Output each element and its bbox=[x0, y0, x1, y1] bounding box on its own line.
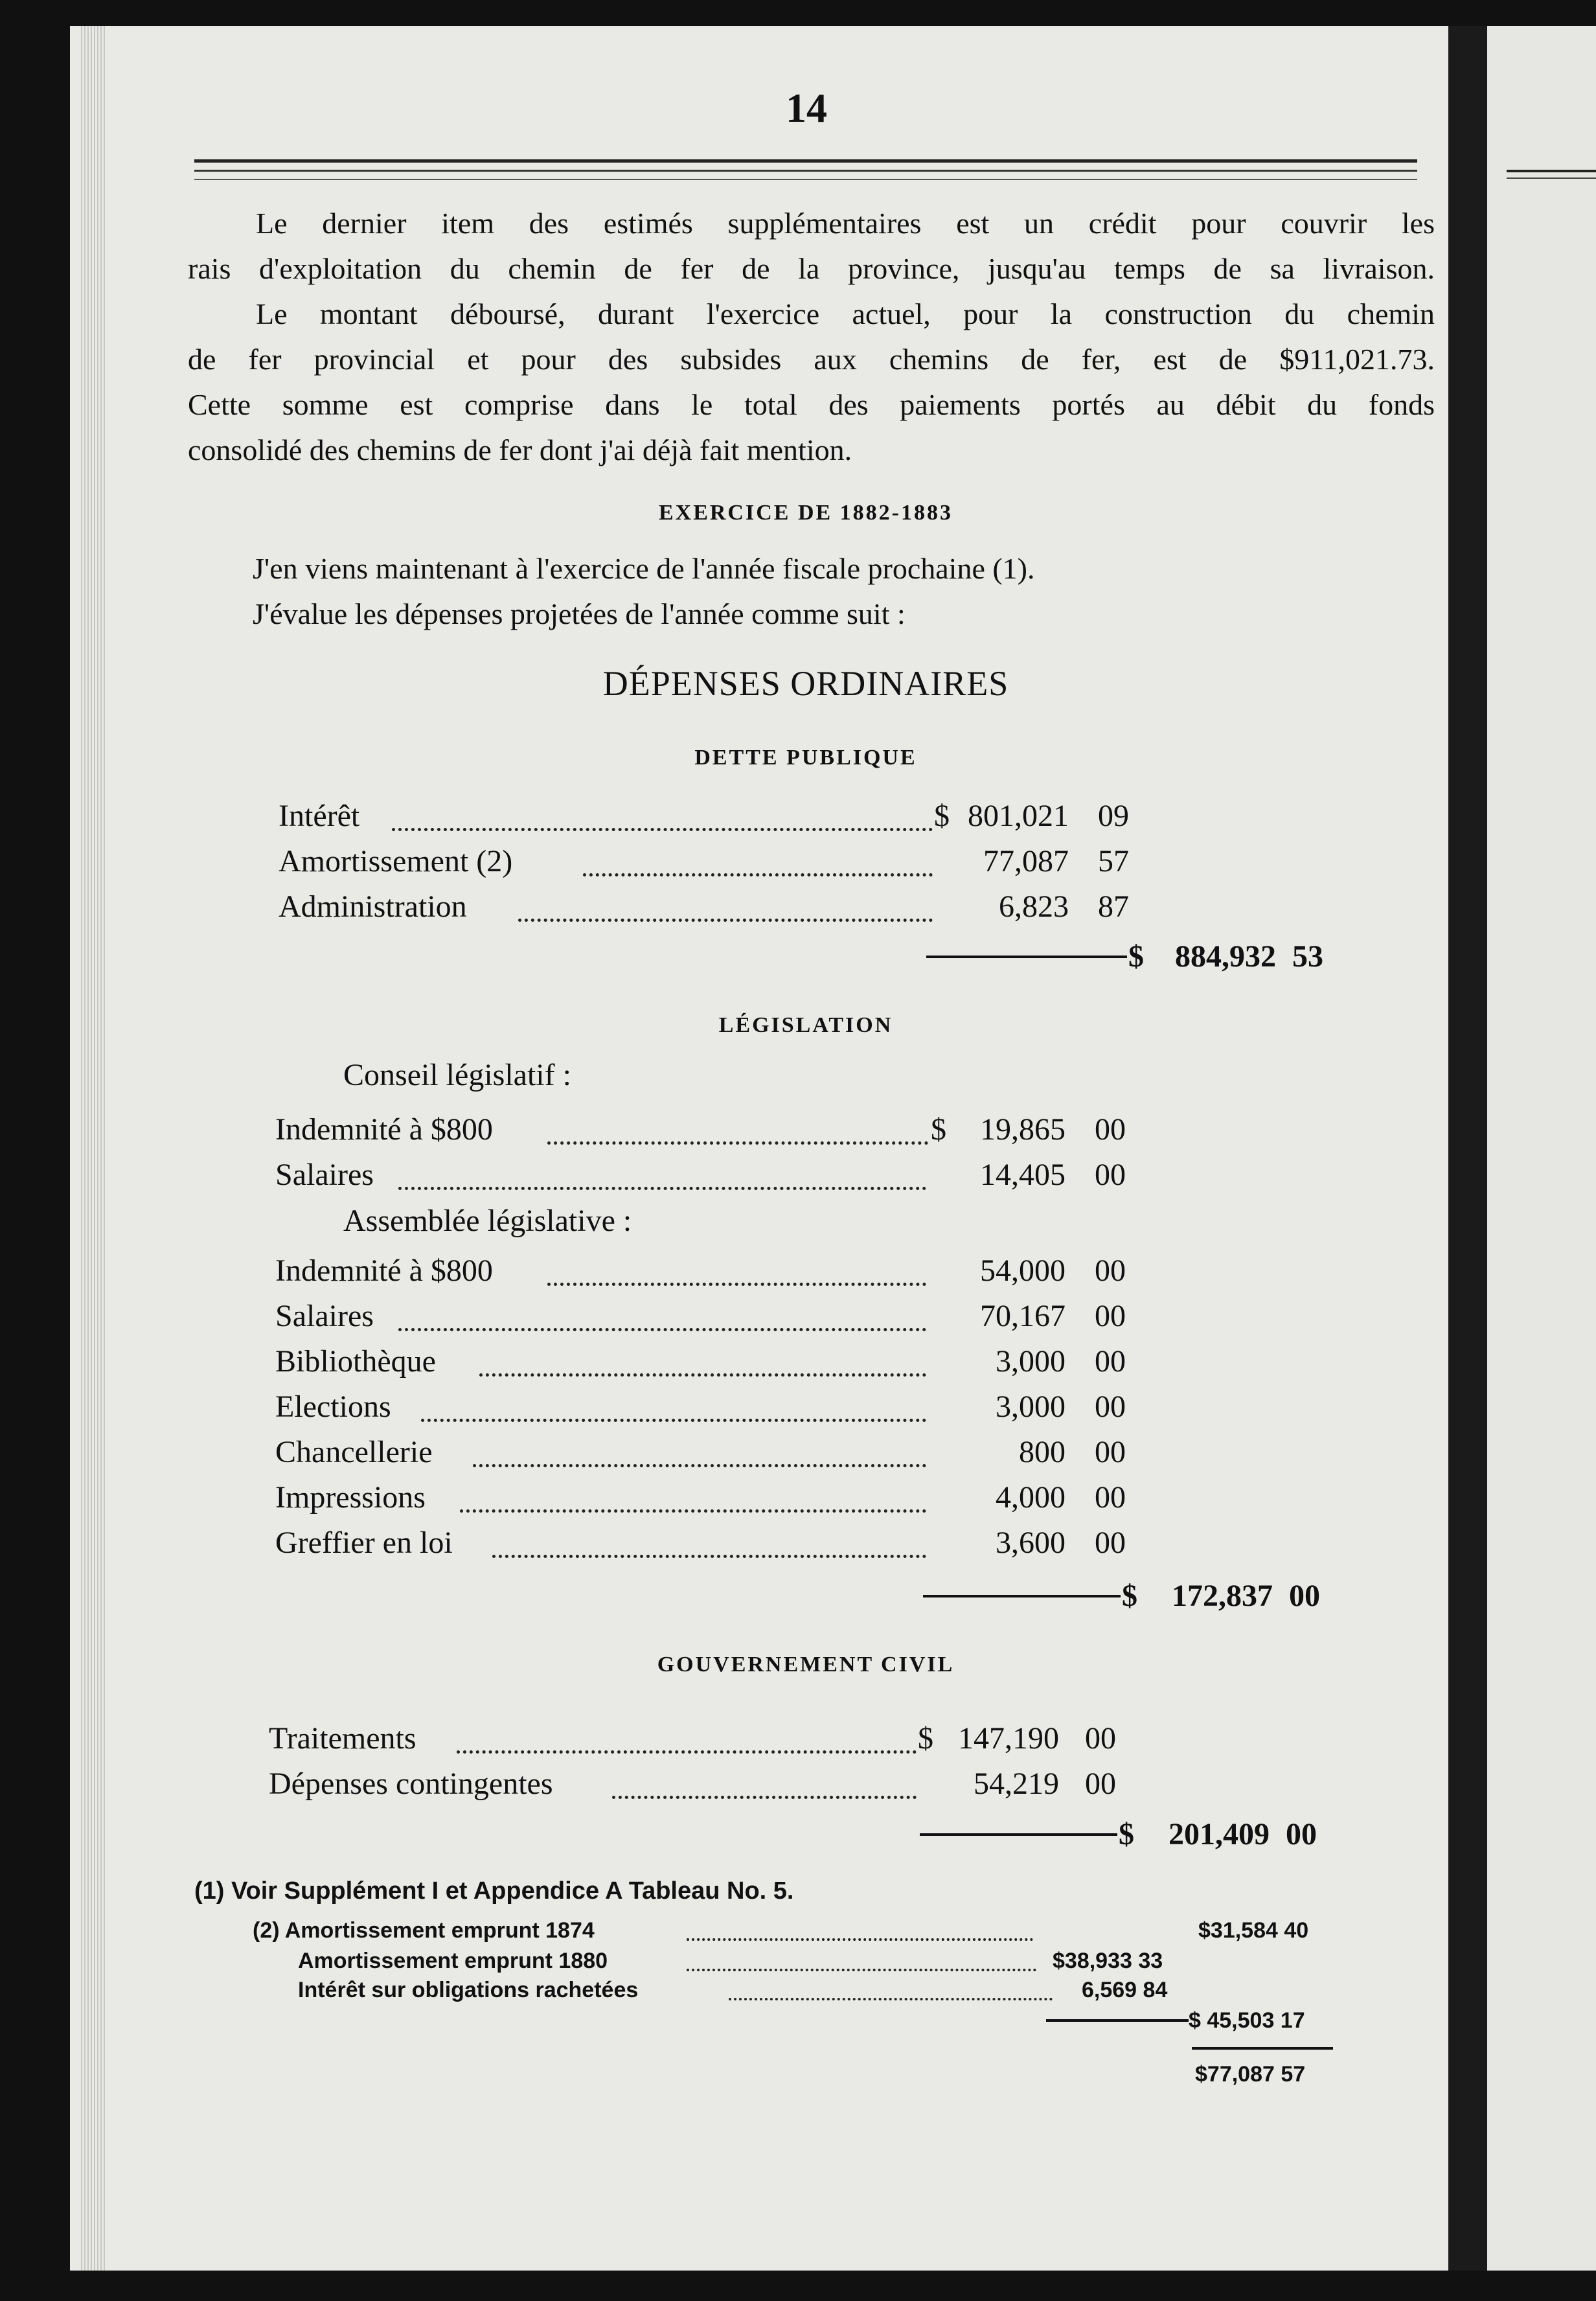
footnote-rule bbox=[1046, 2019, 1189, 2022]
row-cents: 00 bbox=[1095, 1480, 1126, 1515]
dollar-sign: $ bbox=[1128, 939, 1144, 974]
leader-dots bbox=[547, 1250, 926, 1286]
subtotal-row bbox=[926, 936, 1334, 978]
footnote-1: (1) Voir Supplément I et Appendice A Tableau No. 5. bbox=[194, 1877, 794, 1905]
footnote-total-rule bbox=[1192, 2047, 1333, 2050]
subheading-assemblee: Assemblée législative : bbox=[343, 1204, 632, 1238]
row-amount: 4,000 bbox=[996, 1480, 1066, 1515]
row-cents: 00 bbox=[1095, 1344, 1126, 1379]
table-row bbox=[275, 1522, 1143, 1564]
row-amount: 3,000 bbox=[996, 1344, 1066, 1379]
table-row bbox=[279, 841, 1146, 882]
table-row bbox=[279, 796, 1146, 837]
table-row bbox=[269, 1718, 1137, 1759]
facing-page-rule-thin bbox=[1507, 177, 1596, 179]
leader-dots bbox=[518, 886, 933, 922]
total-amount: 201,409 bbox=[1168, 1817, 1270, 1851]
row-label: Dépenses contingentes bbox=[269, 1767, 553, 1801]
leader-dots bbox=[457, 1718, 917, 1754]
row-label: Indemnité à $800 bbox=[275, 1112, 493, 1147]
row-amount: 800 bbox=[1019, 1435, 1066, 1469]
facing-page-edge bbox=[1487, 26, 1596, 2271]
footnote-2-line bbox=[253, 1916, 1334, 1945]
row-cents: 87 bbox=[1098, 889, 1129, 924]
dollar-sign: $ bbox=[934, 799, 950, 833]
row-label: Indemnité à $800 bbox=[275, 1254, 493, 1288]
footnote-total: $77,087 57 bbox=[1195, 2062, 1306, 2087]
leader-dots bbox=[479, 1341, 926, 1377]
subtotal-row bbox=[920, 1814, 1328, 1855]
main-heading: DÉPENSES ORDINAIRES bbox=[602, 664, 1009, 703]
row-label: Bibliothèque bbox=[275, 1344, 436, 1379]
table-row bbox=[275, 1250, 1143, 1292]
section-heading-gouvernement: GOUVERNEMENT CIVIL bbox=[657, 1653, 955, 1677]
leader-dots bbox=[729, 1976, 1053, 2000]
total-cents: 00 bbox=[1286, 1817, 1317, 1851]
leader-dots bbox=[398, 1154, 926, 1190]
total-rule bbox=[926, 956, 1127, 958]
table-row bbox=[275, 1341, 1143, 1382]
table-row bbox=[275, 1109, 1143, 1150]
row-cents: 09 bbox=[1098, 799, 1129, 833]
row-label: Elections bbox=[275, 1390, 391, 1424]
table-row bbox=[275, 1154, 1143, 1196]
row-label: Traitements bbox=[269, 1721, 416, 1756]
footnote-2-line bbox=[298, 1976, 1334, 2004]
row-label: Salaires bbox=[275, 1158, 374, 1192]
row-cents: 00 bbox=[1095, 1390, 1126, 1424]
intro-line: de fer provincial et pour des subsides aux chemins de fer, est de $911,021.73. bbox=[188, 343, 1435, 376]
row-amount: 14,405 bbox=[980, 1158, 1066, 1192]
section-heading-dette: DETTE PUBLIQUE bbox=[694, 746, 917, 770]
row-label: Administration bbox=[279, 889, 467, 924]
exercice-line: J'évalue les dépenses projetées de l'année comme suit : bbox=[253, 597, 906, 630]
row-cents: 00 bbox=[1095, 1526, 1126, 1560]
dollar-sign: $ bbox=[1122, 1579, 1137, 1613]
row-label: Amortissement (2) bbox=[279, 844, 513, 878]
total-amount: 172,837 bbox=[1172, 1579, 1273, 1613]
table-row bbox=[275, 1432, 1143, 1473]
row-label: Greffier en loi bbox=[275, 1526, 453, 1560]
row-label: Salaires bbox=[275, 1299, 374, 1333]
row-label: Chancellerie bbox=[275, 1435, 433, 1469]
footnote-amount: 6,569 84 bbox=[1082, 1978, 1168, 2002]
total-rule bbox=[923, 1595, 1121, 1597]
table-row bbox=[275, 1477, 1143, 1518]
footnote-label: (2) Amortissement emprunt 1874 bbox=[253, 1918, 595, 1943]
exercice-heading: EXERCICE DE 1882-1883 bbox=[658, 501, 953, 525]
row-amount: 19,865 bbox=[980, 1112, 1066, 1147]
row-cents: 00 bbox=[1085, 1767, 1116, 1801]
leader-dots bbox=[392, 796, 933, 831]
table-row bbox=[269, 1763, 1137, 1805]
dollar-sign: $ bbox=[931, 1112, 946, 1147]
row-cents: 57 bbox=[1098, 844, 1129, 878]
row-cents: 00 bbox=[1095, 1158, 1126, 1192]
row-label: Intérêt bbox=[279, 799, 360, 833]
leader-dots bbox=[421, 1386, 926, 1422]
row-amount: 77,087 bbox=[983, 844, 1069, 878]
row-amount: 6,823 bbox=[999, 889, 1069, 924]
intro-line: Cette somme est comprise dans le total des paiements portés au débit du fonds bbox=[188, 388, 1435, 421]
row-label: Impressions bbox=[275, 1480, 426, 1515]
leader-dots bbox=[687, 1916, 1033, 1941]
leader-dots bbox=[398, 1296, 926, 1331]
row-amount: 54,219 bbox=[974, 1767, 1059, 1801]
row-cents: 00 bbox=[1095, 1435, 1126, 1469]
dollar-sign: $ bbox=[918, 1721, 933, 1756]
header-rule-hairline bbox=[194, 179, 1417, 180]
row-amount: 3,000 bbox=[996, 1390, 1066, 1424]
leader-dots bbox=[687, 1947, 1036, 1971]
row-cents: 00 bbox=[1085, 1721, 1116, 1756]
footnote-label: Intérêt sur obligations rachetées bbox=[298, 1978, 639, 2002]
total-cents: 00 bbox=[1289, 1579, 1320, 1613]
total-amount: 884,932 bbox=[1175, 939, 1276, 974]
intro-line: Le dernier item des estimés supplémentaires est un crédit pour couvrir les bbox=[256, 207, 1435, 240]
leader-dots bbox=[547, 1109, 928, 1145]
table-row bbox=[279, 886, 1146, 928]
facing-page-rule bbox=[1507, 170, 1596, 172]
intro-line: consolidé des chemins de fer dont j'ai déjà fait mention. bbox=[188, 433, 852, 466]
intro-line: rais d'exploitation du chemin de fer de la province, jusqu'au temps de sa livraison. bbox=[188, 252, 1435, 285]
footnote-2-line bbox=[298, 1947, 1334, 1975]
table-row bbox=[275, 1386, 1143, 1428]
header-rule bbox=[194, 159, 1417, 163]
row-cents: 00 bbox=[1095, 1299, 1126, 1333]
row-cents: 00 bbox=[1095, 1254, 1126, 1288]
leader-dots bbox=[583, 841, 933, 876]
footnote-amount: $31,584 40 bbox=[1198, 1918, 1309, 1943]
exercice-line: J'en viens maintenant à l'exercice de l'année fiscale prochaine (1). bbox=[253, 552, 1035, 585]
row-cents: 00 bbox=[1095, 1112, 1126, 1147]
subheading-conseil: Conseil législatif : bbox=[343, 1058, 571, 1092]
intro-line: Le montant déboursé, durant l'exercice actuel, pour la construction du chemin bbox=[256, 297, 1435, 330]
row-amount: 3,600 bbox=[996, 1526, 1066, 1560]
footnote-label: Amortissement emprunt 1880 bbox=[298, 1949, 608, 1973]
total-rule bbox=[920, 1833, 1117, 1836]
dollar-sign: $ bbox=[1119, 1817, 1134, 1851]
subtotal-row bbox=[923, 1575, 1331, 1617]
footnote-amount: $38,933 33 bbox=[1053, 1949, 1163, 1973]
binding-edge bbox=[81, 26, 107, 2271]
book-gutter bbox=[1448, 26, 1487, 2271]
row-amount: 54,000 bbox=[980, 1254, 1066, 1288]
footnote-subtotal: $ 45,503 17 bbox=[1189, 2008, 1305, 2033]
section-heading-legislation: LÉGISLATION bbox=[718, 1013, 893, 1037]
row-amount: 147,190 bbox=[958, 1721, 1059, 1756]
leader-dots bbox=[473, 1432, 926, 1467]
page-number: 14 bbox=[786, 85, 827, 131]
total-cents: 53 bbox=[1292, 939, 1323, 974]
leader-dots bbox=[612, 1763, 917, 1799]
table-row bbox=[275, 1296, 1143, 1337]
leader-dots bbox=[460, 1477, 926, 1513]
row-amount: 801,021 bbox=[968, 799, 1069, 833]
row-amount: 70,167 bbox=[980, 1299, 1066, 1333]
header-rule-thin bbox=[194, 170, 1417, 172]
leader-dots bbox=[492, 1522, 926, 1558]
